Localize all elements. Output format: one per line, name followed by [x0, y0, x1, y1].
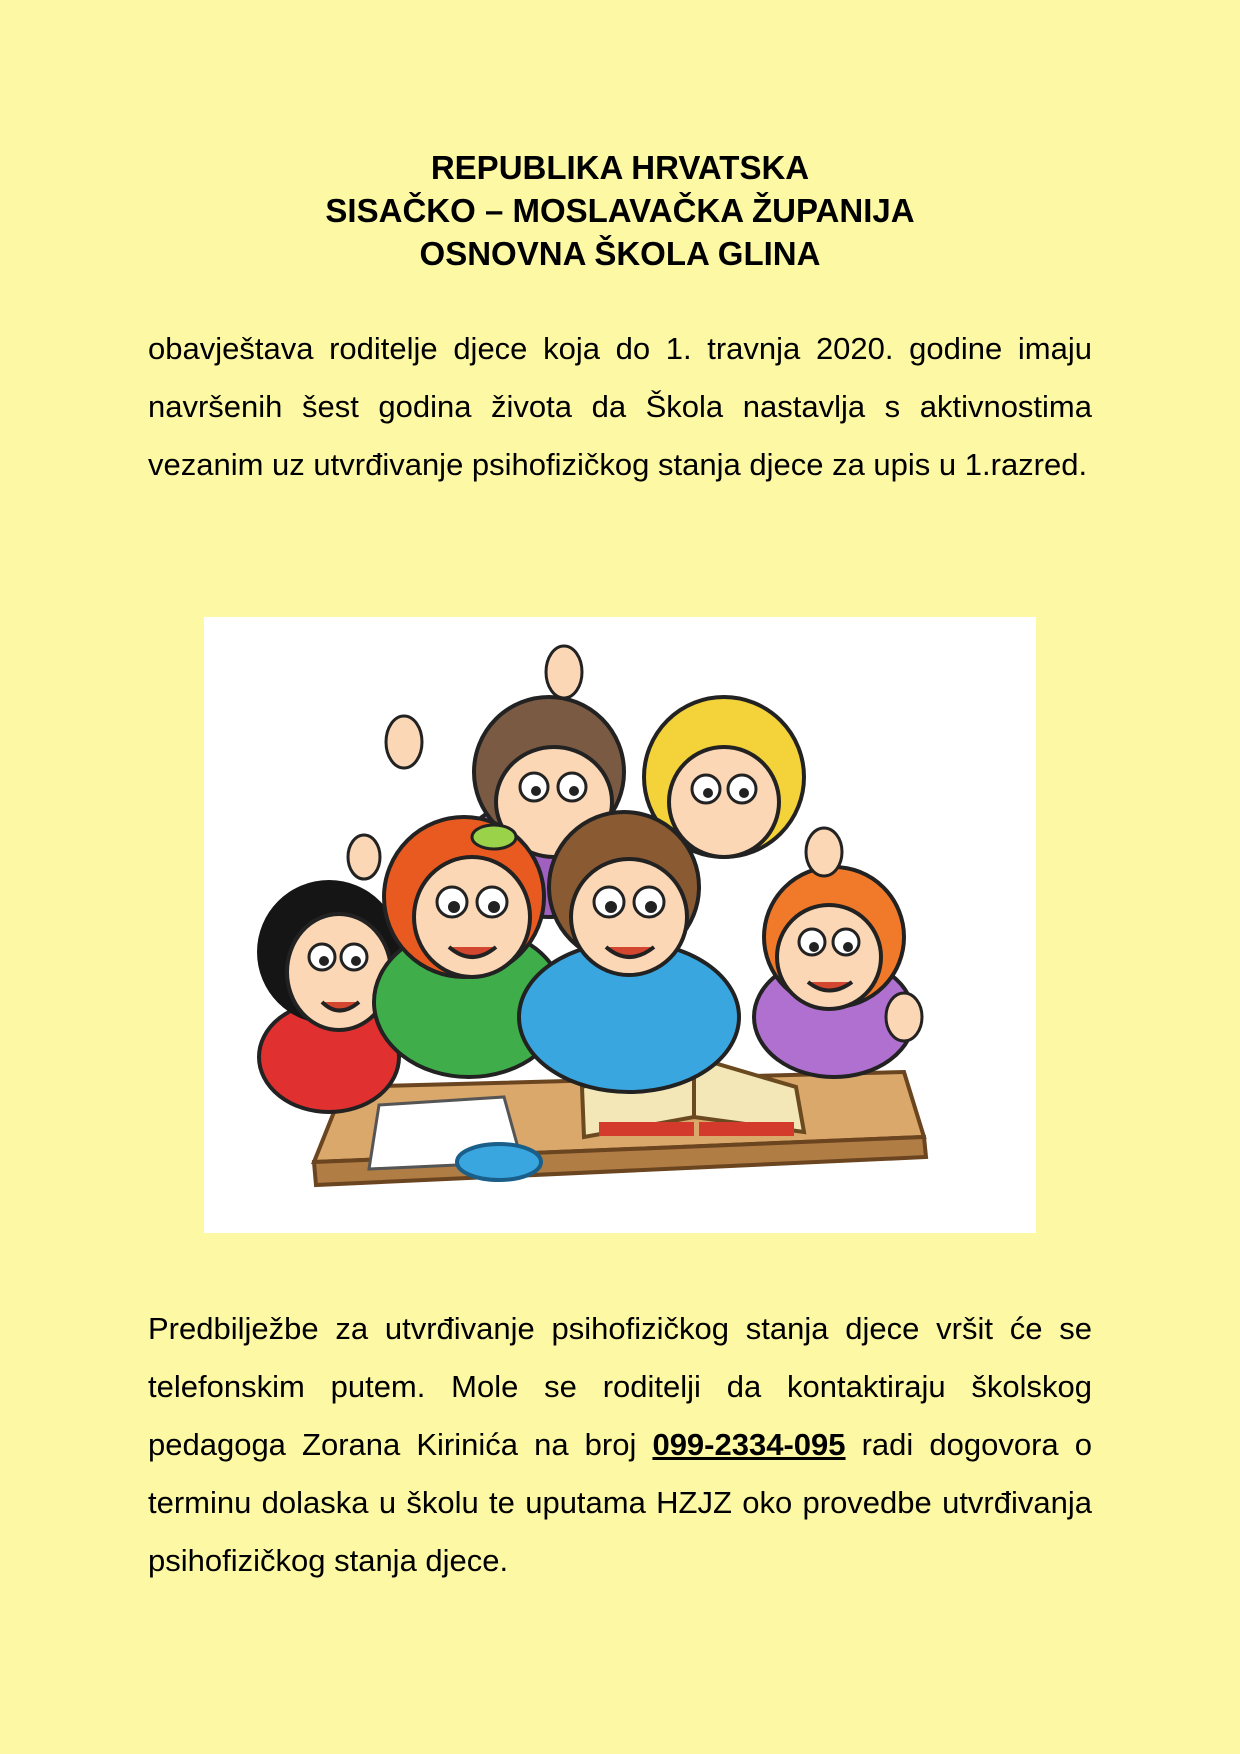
- header-school: OSNOVNA ŠKOLA GLINA: [419, 235, 821, 272]
- children-illustration: [204, 617, 1036, 1233]
- children-reading-picture: [204, 617, 1036, 1233]
- header-county: SISAČKO – MOSLAVAČKA ŽUPANIJA: [325, 192, 915, 229]
- header-country: REPUBLIKA HRVATSKA: [430, 149, 810, 186]
- document-header: [0, 146, 1240, 275]
- details-text-before: Predbilježbe za utvrđivanje psihofizičkog stanja djece vršit će se telefonskim putem. Mole se roditelji da kontaktiraju školskog pedagoga Zorana Kirinića na broj: [148, 1311, 1092, 1462]
- details-text-after: radi dogovora o terminu dolaska u školu te uputama HZJZ oko provedbe utvrđivanja psihofizičkog stanja djece.: [148, 1427, 1093, 1578]
- details-paragraph: [148, 1300, 1092, 1590]
- intro-paragraph: obavještava roditelje djece koja do 1. travnja 2020. godine imaju navršenih šest godina života da Škola nastavlja s aktivnostima vezanim uz utvrđivanje psihofizičkog stanja djece za upis u 1.razred.: [148, 331, 1092, 482]
- phone-number: 099-2334-095: [652, 1427, 846, 1462]
